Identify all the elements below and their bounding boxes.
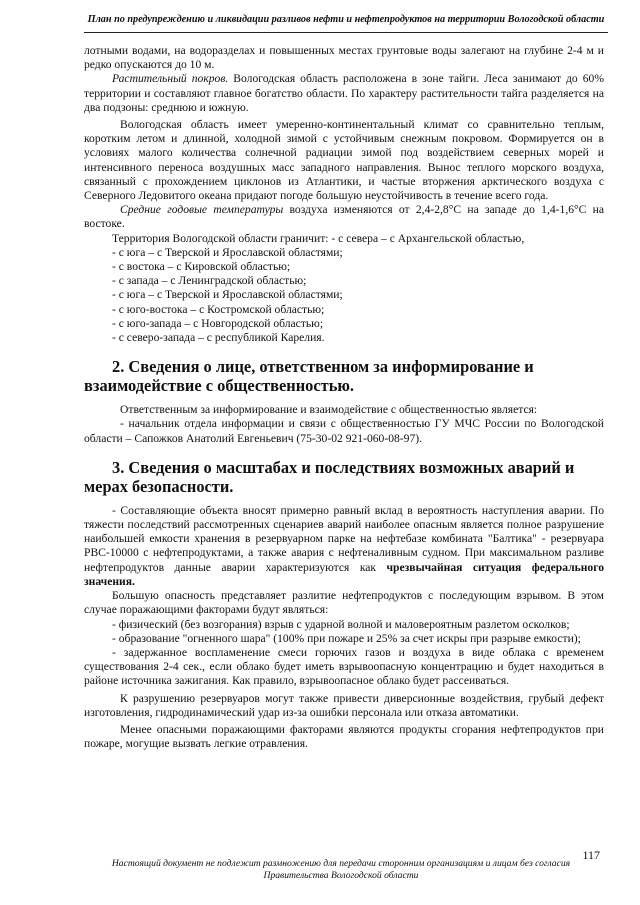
section-3-heading: 3. Сведения о масштабах и последствиях возможных аварий и мерах безопасности. <box>84 457 575 496</box>
temperatures-text: воздуха изменяются от 2,4-2,8°С на западе до 1,4-1,6°С на востоке. <box>84 203 604 231</box>
paragraph-climate: Вологодская область имеет умеренно-континентальный климат со сравнительно теплым, коротким летом и длинной, холодной зимой с устойчивым снежным покровом. Формируется он в условиях малого количества солнечной радиации зимой под воздействием северных морей и интенсивного переноса воздушных масс западного направления. Вынос теплого морского воздуха, связанный с прохождением циклонов из Атлантики, и частые вторжения арктического воздуха с Северного Ледовитого океана придают погоде большую неустойчивость в течение всего года. <box>84 118 604 203</box>
section-2-paragraph: Ответственным за информирование и взаимодействие с общественностью является: <box>120 403 538 417</box>
border-item: - с юго-запада – с Новгородской областью; <box>112 316 324 330</box>
border-item: - с запада – с Ленинградской областью; <box>112 274 307 288</box>
page-body <box>84 44 604 751</box>
section-3-paragraph-4: - образование "огненного шара" (100% при пожаре и 25% за счет искры при разрыве емкости); <box>112 631 581 645</box>
border-item: - с юго-востока – с Костромской областью; <box>112 302 325 316</box>
border-item: - с юга – с Тверской и Ярославской областями; <box>112 288 343 302</box>
border-item: - с юга – с Тверской и Ярославской областями; <box>112 245 343 259</box>
running-header: План по предупреждению и ликвидации разливов нефти и нефтепродуктов на территории Вологодской области <box>84 12 608 33</box>
running-footer: Настоящий документ не подлежит размножению для передачи сторонним организациям и лицам без согласия Правительства Вологодской области <box>111 858 571 881</box>
section-3-paragraph-5: - задержанное воспламенение смеси горючих газов и воздуха в виде облака с временем существования 2-4 сек., если облако будет иметь взрывоопасную концентрацию и будет находиться в районе источника зажигания. Как правило, взрывоопасное облако будет рассеиваться. <box>84 645 604 688</box>
section-2-heading: 2. Сведения о лице, ответственном за информирование и взаимодействие с общественностью. <box>84 357 534 396</box>
section-3-p1-text: - Составляющие объекта вносят примерно равный вклад в вероятность наступления аварии. По тяжести последствий рассмотренных сценариев аварий наиболее опасным является полное разрушение наибольшей емкости хранения в резервуарном парке на нефтебазе комбината "Балтика" - резервуара РВС-10000 с нефтепродуктами, а также авария с нефтеналивным судном. При максимальном разливе нефтепродуктов данные аварии характеризуются как <box>84 503 604 574</box>
vegetation-text: Вологодская область расположена в зоне тайги. Леса занимают до 60% территории и составляют главное богатство области. По характеру растительности тайга разделяется на два подзоны: среднюю и южную. <box>84 72 604 114</box>
vegetation-lead: Растительный покров. <box>112 72 229 86</box>
border-item: - с северо-запада – с республикой Карелия. <box>112 331 325 345</box>
section-3-paragraph-7: Менее опасными поражающими факторами являются продукты сгорания нефтепродуктов при пожаре, могущие вызвать легкие отравления. <box>84 722 604 751</box>
section-3-paragraph-1 <box>84 504 604 589</box>
paragraph-temperatures <box>84 203 604 231</box>
section-3-paragraph-3: - физический (без возгорания) взрыв с ударной волной и маловероятным разлетом осколков; <box>112 617 570 631</box>
borders-list <box>84 246 604 345</box>
section-2-contact: - начальник отдела информации и связи с общественностью ГУ МЧС России по Вологодской области – Сапожков Анатолий Евгеньевич (75-30-02 921-060-08-97). <box>84 417 604 445</box>
border-item: - с востока – с Кировской областью; <box>112 260 291 274</box>
section-3-paragraph-2: Большую опасность представляет разлитие нефтепродуктов с последующим взрывом. В этом случае поражающими факторами будут являться: <box>84 589 604 617</box>
section-3-paragraph-6: К разрушению резервуаров могут также привести диверсионные воздействия, грубый дефект изготовления, гидродинамический удар из-за ошибки персонала или отказа автоматики. <box>84 691 604 719</box>
page-number: 117 <box>582 848 600 862</box>
section-3-p1-bold: чрезвычайная ситуация федерального значения. <box>84 560 604 588</box>
paragraph-vegetation <box>84 72 604 115</box>
borders-intro: Территория Вологодской области граничит: - с севера – с Архангельской областью, <box>112 231 525 245</box>
temperatures-lead: Средние годовые температуры <box>120 203 284 217</box>
paragraph-groundwater: лотными водами, на водоразделах и повышенных местах грунтовые воды залегают на глубине 2-4 м и редко опускаются до 10 м. <box>84 44 604 72</box>
